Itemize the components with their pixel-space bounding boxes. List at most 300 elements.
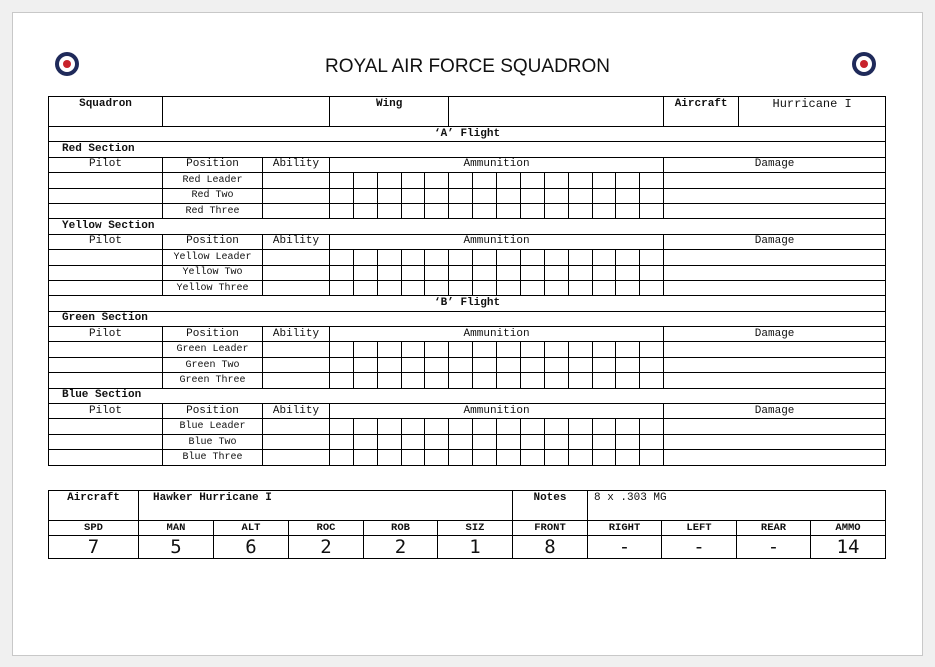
ammo-box[interactable] (544, 434, 568, 449)
damage-field[interactable] (664, 173, 886, 188)
position-label: Yellow Leader (163, 250, 263, 265)
ammo-box[interactable] (449, 450, 473, 465)
pilot-header: Pilot (49, 234, 163, 249)
stat-value[interactable]: 2 (289, 536, 364, 559)
ammo-box[interactable] (401, 450, 425, 465)
ammo-box[interactable] (377, 188, 401, 203)
ammo-box[interactable] (497, 450, 521, 465)
ammo-box[interactable] (568, 188, 592, 203)
stat-value[interactable]: - (737, 536, 811, 559)
flight-row (49, 127, 886, 142)
position-label: Red Three (163, 203, 263, 218)
flight-row (49, 296, 886, 311)
ammo-box[interactable] (401, 203, 425, 218)
ammo-box[interactable] (473, 434, 497, 449)
ammo-box[interactable] (377, 173, 401, 188)
ammo-box[interactable] (497, 373, 521, 388)
ammo-box[interactable] (592, 280, 616, 295)
ammo-box[interactable] (377, 450, 401, 465)
header-row (49, 97, 886, 127)
position-header: Position (163, 404, 263, 419)
ammunition-header: Ammunition (330, 404, 664, 419)
ammunition-header: Ammunition (330, 157, 664, 172)
pilot-row (49, 250, 886, 265)
aircraft-label: Aircraft (664, 97, 739, 127)
ammo-box[interactable] (401, 265, 425, 280)
damage-header: Damage (664, 234, 886, 249)
ammo-box[interactable] (425, 373, 449, 388)
ammo-box[interactable] (520, 450, 544, 465)
ammo-box[interactable] (616, 357, 640, 372)
ammo-box[interactable] (568, 357, 592, 372)
ammo-box[interactable] (473, 173, 497, 188)
stat-value[interactable]: 2 (364, 536, 438, 559)
pilot-row (49, 188, 886, 203)
ammo-box[interactable] (640, 203, 664, 218)
ammo-box[interactable] (473, 450, 497, 465)
ammo-box[interactable] (640, 450, 664, 465)
stat-label: SPD (49, 521, 139, 536)
ammo-box[interactable] (401, 250, 425, 265)
ammo-box[interactable] (497, 434, 521, 449)
ammo-box[interactable] (640, 188, 664, 203)
ammo-box[interactable] (353, 250, 377, 265)
squadron-label: Squadron (49, 97, 163, 127)
ammo-box[interactable] (520, 342, 544, 357)
ammo-box[interactable] (497, 250, 521, 265)
stat-value[interactable]: - (588, 536, 662, 559)
ammo-box[interactable] (544, 373, 568, 388)
section-row (49, 219, 886, 234)
position-label: Yellow Two (163, 265, 263, 280)
ammo-box[interactable] (592, 419, 616, 434)
flight-heading: ‘A’ Flight (49, 127, 886, 142)
section-heading: Yellow Section (49, 219, 886, 234)
ammo-box[interactable] (640, 250, 664, 265)
pilot-row (49, 357, 886, 372)
ammo-box[interactable] (640, 373, 664, 388)
ammo-box[interactable] (520, 419, 544, 434)
ammo-box[interactable] (330, 434, 354, 449)
ammo-box[interactable] (616, 173, 640, 188)
ammo-box[interactable] (544, 357, 568, 372)
damage-header: Damage (664, 404, 886, 419)
ammunition-header: Ammunition (330, 234, 664, 249)
stat-label: SIZ (438, 521, 513, 536)
position-header: Position (163, 157, 263, 172)
ammo-box[interactable] (425, 250, 449, 265)
ammo-box[interactable] (592, 188, 616, 203)
ammo-box[interactable] (473, 203, 497, 218)
ability-field[interactable] (263, 188, 330, 203)
position-label: Green Leader (163, 342, 263, 357)
stat-label: RIGHT (588, 521, 662, 536)
ammo-box[interactable] (568, 342, 592, 357)
ability-field[interactable] (263, 434, 330, 449)
damage-field[interactable] (664, 265, 886, 280)
position-header: Position (163, 327, 263, 342)
damage-field[interactable] (664, 250, 886, 265)
ammo-box[interactable] (544, 342, 568, 357)
ammo-box[interactable] (544, 280, 568, 295)
stat-label: ROC (289, 521, 364, 536)
pilot-field[interactable] (49, 373, 163, 388)
stats-aircraft-label: Aircraft (49, 491, 139, 521)
ammo-box[interactable] (330, 373, 354, 388)
damage-field[interactable] (664, 450, 886, 465)
section-heading: Green Section (49, 311, 886, 326)
position-label: Green Two (163, 357, 263, 372)
position-label: Blue Leader (163, 419, 263, 434)
pilot-field[interactable] (49, 357, 163, 372)
ammo-box[interactable] (592, 357, 616, 372)
column-header-row (49, 234, 886, 249)
ammo-box[interactable] (425, 450, 449, 465)
stat-values-row (49, 536, 886, 559)
ammo-box[interactable] (568, 265, 592, 280)
ammo-box[interactable] (330, 280, 354, 295)
section-row (49, 142, 886, 157)
ammo-box[interactable] (473, 280, 497, 295)
ammo-box[interactable] (449, 250, 473, 265)
ammo-box[interactable] (568, 373, 592, 388)
ammo-box[interactable] (425, 342, 449, 357)
ability-field[interactable] (263, 173, 330, 188)
position-label: Green Three (163, 373, 263, 388)
ammo-box[interactable] (473, 342, 497, 357)
squadron-field[interactable] (163, 97, 330, 127)
aircraft-field[interactable]: Hurricane I (739, 97, 886, 127)
ability-field[interactable] (263, 203, 330, 218)
ammo-box[interactable] (449, 173, 473, 188)
ammo-box[interactable] (520, 173, 544, 188)
ammo-box[interactable] (377, 357, 401, 372)
damage-field[interactable] (664, 373, 886, 388)
ammo-box[interactable] (353, 188, 377, 203)
ammo-box[interactable] (497, 188, 521, 203)
ammo-box[interactable] (353, 342, 377, 357)
damage-field[interactable] (664, 280, 886, 295)
ammo-box[interactable] (520, 203, 544, 218)
ammo-box[interactable] (377, 434, 401, 449)
ammo-box[interactable] (640, 280, 664, 295)
pilot-field[interactable] (49, 265, 163, 280)
pilot-field[interactable] (49, 419, 163, 434)
ammo-box[interactable] (449, 342, 473, 357)
ammo-box[interactable] (544, 265, 568, 280)
ammo-box[interactable] (401, 188, 425, 203)
pilot-field[interactable] (49, 280, 163, 295)
ammo-box[interactable] (544, 203, 568, 218)
ammo-box[interactable] (568, 250, 592, 265)
stat-label: FRONT (513, 521, 588, 536)
damage-field[interactable] (664, 188, 886, 203)
ammo-box[interactable] (353, 434, 377, 449)
ammo-box[interactable] (520, 280, 544, 295)
ammo-box[interactable] (616, 434, 640, 449)
column-header-row (49, 404, 886, 419)
ammo-box[interactable] (330, 265, 354, 280)
ammo-box[interactable] (520, 250, 544, 265)
damage-field[interactable] (664, 357, 886, 372)
pilot-field[interactable] (49, 434, 163, 449)
stat-value[interactable]: 1 (438, 536, 513, 559)
ammo-box[interactable] (401, 419, 425, 434)
stat-value[interactable]: 14 (811, 536, 886, 559)
ammo-box[interactable] (640, 173, 664, 188)
ammo-box[interactable] (330, 188, 354, 203)
ammo-box[interactable] (616, 250, 640, 265)
ammo-box[interactable] (473, 250, 497, 265)
ammo-box[interactable] (330, 342, 354, 357)
position-header: Position (163, 234, 263, 249)
ammo-box[interactable] (425, 265, 449, 280)
flight-heading: ‘B’ Flight (49, 296, 886, 311)
pilot-row (49, 434, 886, 449)
ammo-box[interactable] (449, 203, 473, 218)
ammo-box[interactable] (640, 357, 664, 372)
damage-field[interactable] (664, 434, 886, 449)
ammo-box[interactable] (544, 450, 568, 465)
ammo-box[interactable] (353, 265, 377, 280)
stat-label: REAR (737, 521, 811, 536)
ammo-box[interactable] (401, 373, 425, 388)
ammo-box[interactable] (544, 250, 568, 265)
ammo-box[interactable] (377, 250, 401, 265)
pilot-row (49, 419, 886, 434)
pilot-row (49, 450, 886, 465)
column-header-row (49, 327, 886, 342)
stat-label: ROB (364, 521, 438, 536)
pilot-row (49, 203, 886, 218)
ammo-box[interactable] (377, 342, 401, 357)
ammo-box[interactable] (401, 173, 425, 188)
ammo-box[interactable] (449, 373, 473, 388)
ammo-box[interactable] (449, 434, 473, 449)
ammo-box[interactable] (497, 173, 521, 188)
ammo-box[interactable] (497, 265, 521, 280)
ammo-box[interactable] (425, 419, 449, 434)
ammo-box[interactable] (592, 265, 616, 280)
stat-value[interactable]: - (662, 536, 737, 559)
ammo-box[interactable] (377, 419, 401, 434)
ammo-box[interactable] (616, 280, 640, 295)
pilot-row (49, 342, 886, 357)
pilot-field[interactable] (49, 450, 163, 465)
ammo-box[interactable] (401, 434, 425, 449)
stat-label: MAN (139, 521, 214, 536)
damage-field[interactable] (664, 203, 886, 218)
ability-header: Ability (263, 234, 330, 249)
ammo-box[interactable] (640, 342, 664, 357)
wing-label: Wing (330, 97, 449, 127)
section-heading: Red Section (49, 142, 886, 157)
ammo-box[interactable] (425, 434, 449, 449)
ammunition-header: Ammunition (330, 327, 664, 342)
section-row (49, 388, 886, 403)
stat-label: LEFT (662, 521, 737, 536)
ability-field[interactable] (263, 357, 330, 372)
stat-label: AMMO (811, 521, 886, 536)
ability-field[interactable] (263, 373, 330, 388)
ammo-box[interactable] (568, 450, 592, 465)
ammo-box[interactable] (497, 419, 521, 434)
damage-header: Damage (664, 157, 886, 172)
page-title: ROYAL AIR FORCE SQUADRON (324, 56, 611, 77)
section-heading: Blue Section (49, 388, 886, 403)
pilot-field[interactable] (49, 188, 163, 203)
ammo-box[interactable] (497, 280, 521, 295)
ammo-box[interactable] (568, 280, 592, 295)
ammo-box[interactable] (353, 450, 377, 465)
position-label: Blue Two (163, 434, 263, 449)
ammo-box[interactable] (353, 203, 377, 218)
ability-field[interactable] (263, 342, 330, 357)
ammo-box[interactable] (353, 419, 377, 434)
ammo-box[interactable] (353, 357, 377, 372)
ammo-box[interactable] (449, 357, 473, 372)
ammo-box[interactable] (592, 434, 616, 449)
ammo-box[interactable] (616, 342, 640, 357)
position-label: Red Leader (163, 173, 263, 188)
ability-field[interactable] (263, 450, 330, 465)
ammo-box[interactable] (401, 280, 425, 295)
ammo-box[interactable] (592, 203, 616, 218)
ammo-box[interactable] (353, 173, 377, 188)
damage-field[interactable] (664, 419, 886, 434)
pilot-header: Pilot (49, 157, 163, 172)
ammo-box[interactable] (473, 188, 497, 203)
wing-field[interactable] (449, 97, 664, 127)
ammo-box[interactable] (592, 173, 616, 188)
damage-field[interactable] (664, 342, 886, 357)
position-label: Red Two (163, 188, 263, 203)
ammo-box[interactable] (401, 342, 425, 357)
stat-value[interactable]: 5 (139, 536, 214, 559)
ammo-box[interactable] (497, 357, 521, 372)
ammo-box[interactable] (640, 265, 664, 280)
stat-value[interactable]: 7 (49, 536, 139, 559)
ammo-box[interactable] (568, 203, 592, 218)
ammo-box[interactable] (592, 250, 616, 265)
position-label: Yellow Three (163, 280, 263, 295)
ammo-box[interactable] (520, 434, 544, 449)
ammo-box[interactable] (616, 450, 640, 465)
ammo-box[interactable] (616, 203, 640, 218)
ammo-box[interactable] (640, 434, 664, 449)
ammo-box[interactable] (616, 373, 640, 388)
ammo-box[interactable] (568, 434, 592, 449)
ammo-box[interactable] (449, 280, 473, 295)
pilot-row (49, 173, 886, 188)
ammo-box[interactable] (473, 419, 497, 434)
ammo-box[interactable] (330, 173, 354, 188)
ammo-box[interactable] (401, 357, 425, 372)
ammo-box[interactable] (425, 173, 449, 188)
ammo-box[interactable] (592, 373, 616, 388)
ammo-box[interactable] (425, 203, 449, 218)
pilot-field[interactable] (49, 173, 163, 188)
stat-value[interactable]: 6 (214, 536, 289, 559)
stats-aircraft-value[interactable]: Hawker Hurricane I (139, 491, 513, 521)
pilot-header: Pilot (49, 404, 163, 419)
ammo-box[interactable] (544, 173, 568, 188)
ammo-box[interactable] (330, 203, 354, 218)
ammo-box[interactable] (568, 419, 592, 434)
pilot-row (49, 373, 886, 388)
column-header-row (49, 157, 886, 172)
ammo-box[interactable] (616, 188, 640, 203)
ammo-box[interactable] (330, 250, 354, 265)
ammo-box[interactable] (330, 357, 354, 372)
ability-field[interactable] (263, 419, 330, 434)
pilot-field[interactable] (49, 203, 163, 218)
ammo-box[interactable] (449, 188, 473, 203)
ammo-box[interactable] (425, 357, 449, 372)
ammo-box[interactable] (377, 203, 401, 218)
ammo-box[interactable] (544, 188, 568, 203)
ammo-box[interactable] (616, 419, 640, 434)
stat-labels-row (49, 521, 886, 536)
ammo-box[interactable] (377, 280, 401, 295)
ammo-box[interactable] (473, 373, 497, 388)
ammo-box[interactable] (616, 265, 640, 280)
stat-label: ALT (214, 521, 289, 536)
ammo-box[interactable] (425, 188, 449, 203)
ammo-box[interactable] (473, 357, 497, 372)
pilot-field[interactable] (49, 250, 163, 265)
ammo-box[interactable] (330, 450, 354, 465)
ability-header: Ability (263, 404, 330, 419)
ammo-box[interactable] (568, 173, 592, 188)
ammo-box[interactable] (353, 280, 377, 295)
ability-header: Ability (263, 157, 330, 172)
pilot-row (49, 265, 886, 280)
damage-header: Damage (664, 327, 886, 342)
ammo-box[interactable] (497, 342, 521, 357)
notes-label: Notes (513, 491, 588, 521)
ammo-box[interactable] (425, 280, 449, 295)
ammo-box[interactable] (520, 265, 544, 280)
ammo-box[interactable] (377, 265, 401, 280)
pilot-field[interactable] (49, 342, 163, 357)
ammo-box[interactable] (449, 265, 473, 280)
ability-field[interactable] (263, 250, 330, 265)
ammo-box[interactable] (592, 342, 616, 357)
ability-field[interactable] (263, 265, 330, 280)
ability-field[interactable] (263, 280, 330, 295)
stat-value[interactable]: 8 (513, 536, 588, 559)
notes-value[interactable]: 8 x .303 MG (588, 491, 886, 521)
ammo-box[interactable] (544, 419, 568, 434)
section-row (49, 311, 886, 326)
ammo-box[interactable] (330, 419, 354, 434)
ammo-box[interactable] (449, 419, 473, 434)
aircraft-row (49, 491, 886, 521)
ammo-box[interactable] (497, 203, 521, 218)
ammo-box[interactable] (377, 373, 401, 388)
ammo-box[interactable] (353, 373, 377, 388)
ammo-box[interactable] (520, 188, 544, 203)
ammo-box[interactable] (520, 373, 544, 388)
ammo-box[interactable] (520, 357, 544, 372)
ammo-box[interactable] (592, 450, 616, 465)
pilot-row (49, 280, 886, 295)
squadron-roster-table (48, 96, 886, 466)
ammo-box[interactable] (473, 265, 497, 280)
position-label: Blue Three (163, 450, 263, 465)
ammo-box[interactable] (640, 419, 664, 434)
